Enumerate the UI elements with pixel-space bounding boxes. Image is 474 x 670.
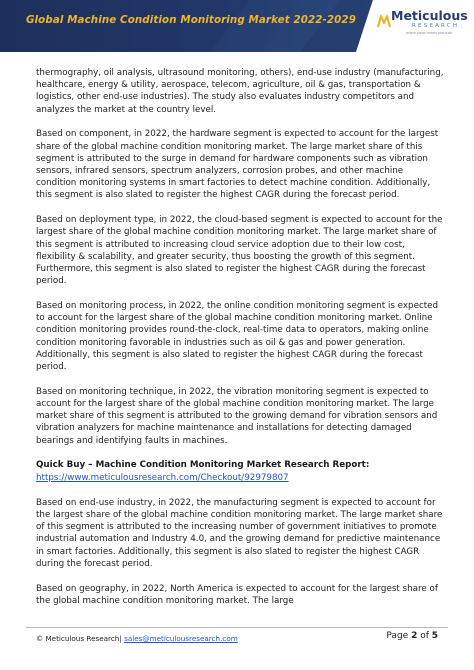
- logo-subtitle: RESEARCH: [412, 23, 460, 29]
- paragraph: Based on component, in 2022, the hardware segment is expected to account for the largest share of the global machine condition monitoring market. The large market share of this segment is attributed to the surge in demand for hardware components such as vibration sensors, infrared sensors, spectrum analyzers, corrosion probes, and other machine condition monitoring systems in smart factories to detect machine condition. Additionally, this segment is also slated to register the highest CAGR during the forecast period.: [36, 129, 439, 201]
- page-of: of: [417, 631, 432, 641]
- paragraph: Based on geography, in 2022, North America is expected to account for the largest share of the global machine condition monitoring market. The large: [36, 583, 438, 606]
- footer-divider: [26, 627, 448, 628]
- company-logo: [374, 0, 474, 52]
- page-label: Page: [386, 631, 412, 641]
- footer-copyright: [36, 634, 238, 643]
- paragraph: thermography, oil analysis, ultrasound monitoring, others), end-use industry (manufacturing, healthcare, energy & utility, aerospace, telecom, agriculture, oil & gas, transportation & logistics, other end-use industries). The study also evaluates industry competitors and analyzes the market at the country level.: [36, 68, 444, 115]
- logo-name: Meticulous: [391, 8, 468, 23]
- paragraph: Based on end-use industry, in 2022, the manufacturing segment is expected to account for the largest share of the global machine condition monitoring market. The large market share of this segment is attributed to the increasing number of government initiatives to promote industrial automation and Industry 4.0, and the growing demand for predictive maintenance in smart factories. Additionally, this segment is also slated to register the highest CAGR during the forecast period.: [36, 497, 443, 569]
- paragraph: Based on monitoring process, in 2022, the online condition monitoring segment is expected to account for the largest share of the global machine condition monitoring market. Online condition monitoring provides round-the-clock, real-time data to operators, making online condition monitoring favorable in industries such as oil & gas and power generation. Additionally, this segment is also slated to register the highest CAGR during the forecast period.: [36, 301, 439, 373]
- page-number: [386, 631, 438, 641]
- document-body: [36, 67, 444, 620]
- document-title: Global Machine Condition Monitoring Market 2022-2029: [26, 14, 356, 26]
- logo-mark-icon: [376, 13, 392, 29]
- quick-buy-label: Quick Buy – Machine Condition Monitoring Market Research Report:: [36, 460, 370, 471]
- page-total: 5: [431, 631, 438, 641]
- copyright-text: © Meticulous Research|: [36, 634, 125, 643]
- paragraph: Based on deployment type, in 2022, the cloud-based segment is expected to account for the largest share of the global machine condition monitoring market. The large market share of this segment is attributed to increasing cloud service adoption due to their low cost, flexibility & scalability, and greater security, thus boosting the growth of this segment. Furthermore, this segment is also slated to register the highest CAGR during the forecast period.: [36, 215, 443, 287]
- sales-email-link[interactable]: sales@meticulousresearch.com: [124, 634, 238, 643]
- page-header: [0, 0, 474, 52]
- quick-buy: [36, 459, 444, 483]
- paragraph: Based on monitoring technique, in 2022, the vibration monitoring segment is expected to account for the largest share of the global machine condition monitoring market. The large market share of this segment is attributed to the growing demand for vibration sensors and vibration analyzers for machine maintenance and installations for detecting damaged bearings and identifying faults in machines.: [36, 386, 438, 446]
- quick-buy-link[interactable]: https://www.meticulousresearch.com/Checkout/92979807: [36, 472, 289, 483]
- logo-tagline: where vision meets precision: [406, 31, 453, 35]
- page-current: 2: [411, 631, 418, 641]
